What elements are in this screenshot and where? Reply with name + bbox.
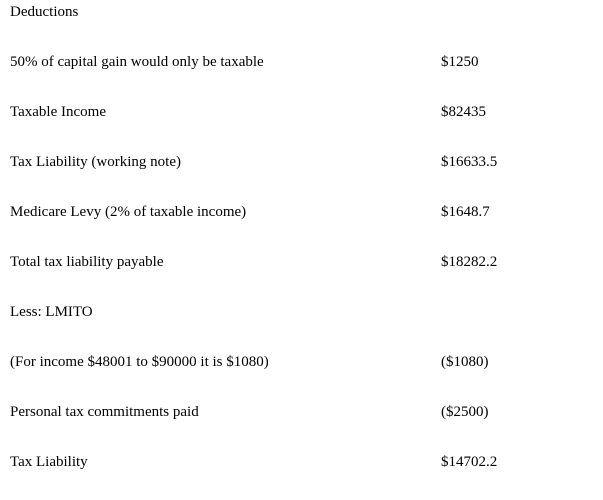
table-row — [0, 50, 603, 100]
row-label: Less: LMITO — [10, 304, 93, 320]
table-row — [0, 100, 603, 150]
row-amount: ($2500) — [441, 404, 489, 420]
table-row — [0, 200, 603, 250]
row-label: Tax Liability (working note) — [10, 154, 181, 170]
row-amount: $14702.2 — [441, 454, 498, 470]
row-label: (For income $48001 to $90000 it is $1080) — [10, 354, 269, 370]
row-label: Medicare Levy (2% of taxable income) — [10, 204, 247, 220]
row-amount: $1648.7 — [441, 204, 490, 220]
table-row — [0, 250, 603, 300]
row-amount: ($1080) — [441, 354, 489, 370]
row-amount: $16633.5 — [441, 154, 498, 170]
row-label: Total tax liability payable — [10, 254, 164, 270]
table-row — [0, 300, 603, 350]
row-label: Deductions — [10, 4, 79, 20]
table-row — [0, 450, 603, 500]
table-row — [0, 0, 603, 50]
row-amount: $18282.2 — [441, 254, 498, 270]
row-label: Taxable Income — [10, 104, 106, 120]
row-label: 50% of capital gain would only be taxable — [10, 54, 264, 70]
row-amount: $82435 — [441, 104, 486, 120]
row-label: Tax Liability — [10, 454, 88, 470]
table-row — [0, 150, 603, 200]
row-amount: $1250 — [441, 54, 479, 70]
table-row — [0, 400, 603, 450]
row-label: Personal tax commitments paid — [10, 404, 199, 420]
table-row — [0, 350, 603, 400]
